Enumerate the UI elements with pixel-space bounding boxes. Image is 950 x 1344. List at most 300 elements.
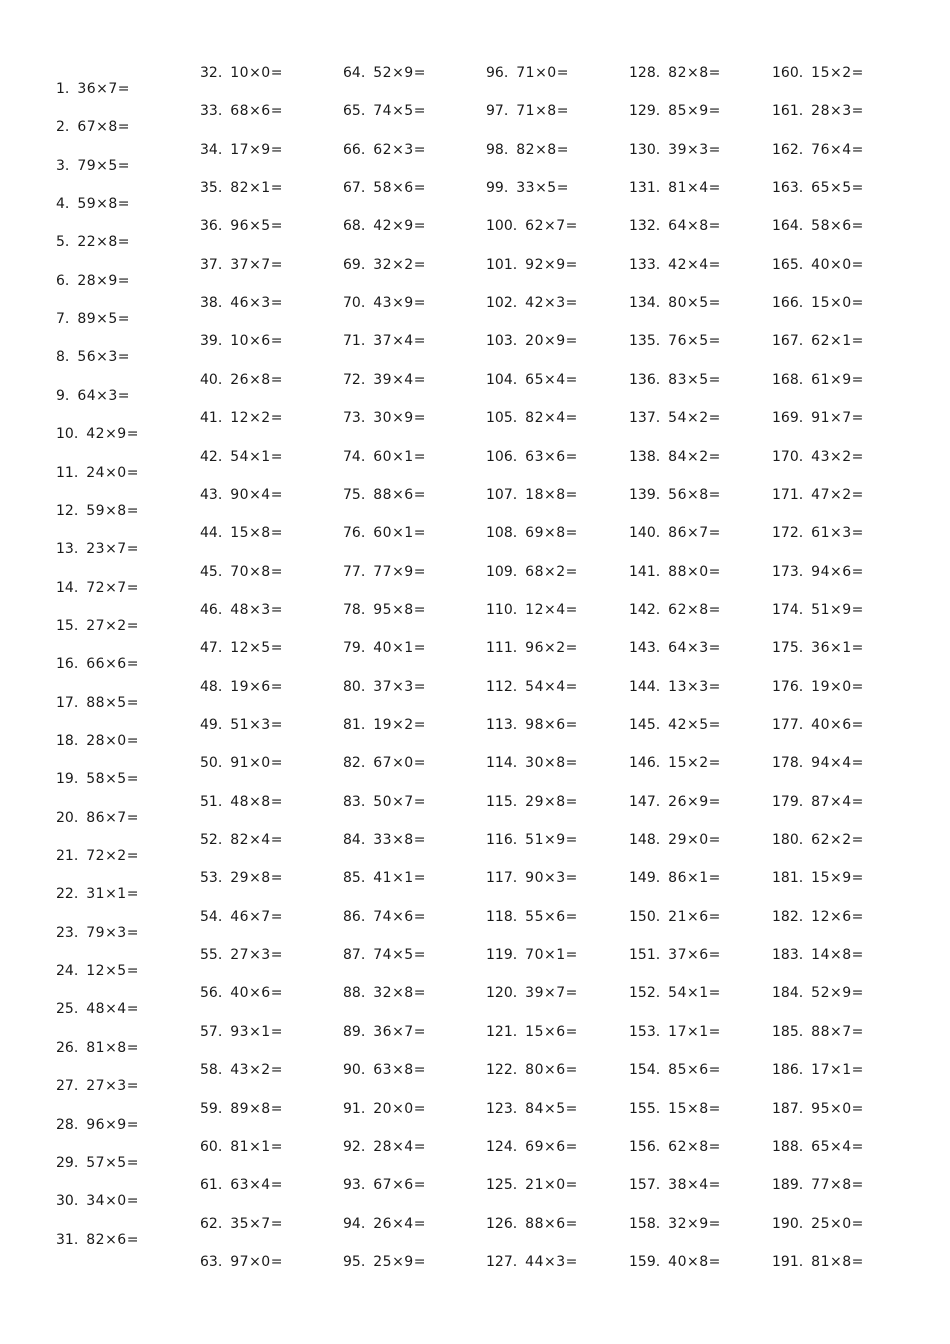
problem-item <box>343 447 488 467</box>
problem-item <box>486 983 631 1003</box>
problem-item <box>486 677 631 697</box>
problem-number: 136. <box>629 371 661 388</box>
problem-expression: 55×6= <box>525 908 578 925</box>
problem-number: 176. <box>772 678 804 695</box>
problem-item <box>56 999 201 1019</box>
problem-expression: 64×8= <box>668 218 721 235</box>
problem-expression: 13×3= <box>668 678 721 695</box>
problem-item <box>56 1115 201 1135</box>
problem-expression: 27×3= <box>86 1078 139 1095</box>
problem-expression: 63×6= <box>525 448 578 465</box>
problem-expression: 81×8= <box>811 1253 864 1270</box>
problem-item <box>486 293 631 313</box>
problem-item <box>200 638 345 658</box>
problem-expression: 66×6= <box>86 656 139 673</box>
problem-item <box>772 485 917 505</box>
problem-number: 170. <box>772 448 804 465</box>
problem-expression: 52×9= <box>373 65 426 81</box>
problem-number: 104. <box>486 371 518 388</box>
problem-expression: 56×8= <box>668 486 721 503</box>
problem-item <box>343 216 488 236</box>
problem-expression: 32×2= <box>373 256 426 273</box>
problem-item <box>486 1137 631 1157</box>
problem-item <box>343 907 488 927</box>
problem-expression: 62×1= <box>811 333 864 350</box>
problem-number: 17. <box>56 694 79 711</box>
problem-number: 111. <box>486 640 518 657</box>
problem-number: 179. <box>772 793 804 810</box>
problem-expression: 28×3= <box>811 103 864 120</box>
problem-expression: 21×0= <box>525 1177 578 1194</box>
problem-expression: 65×4= <box>811 1138 864 1155</box>
problem-number: 94. <box>343 1215 366 1232</box>
problem-item <box>486 63 631 83</box>
problem-number: 65. <box>343 103 366 120</box>
problem-expression: 65×4= <box>525 371 578 388</box>
problem-expression: 12×2= <box>230 410 283 427</box>
problem-item <box>200 408 345 428</box>
problem-number: 156. <box>629 1138 661 1155</box>
problem-number: 57. <box>200 1023 223 1040</box>
problem-item <box>772 216 917 236</box>
problem-item <box>200 255 345 275</box>
problem-number: 35. <box>200 180 223 197</box>
problem-expression: 32×8= <box>373 985 426 1002</box>
problem-expression: 43×2= <box>811 448 864 465</box>
problem-expression: 62×2= <box>811 832 864 848</box>
problem-item <box>486 792 631 812</box>
problem-item <box>629 753 774 773</box>
problem-number: 169. <box>772 410 804 427</box>
problem-number: 29. <box>56 1154 79 1171</box>
problem-number: 50. <box>200 755 223 772</box>
problem-item <box>629 331 774 351</box>
problem-expression: 28×4= <box>373 1138 426 1155</box>
problem-number: 11. <box>56 464 79 481</box>
problem-number: 76. <box>343 525 366 542</box>
problem-number: 64. <box>343 65 366 81</box>
problem-item <box>772 945 917 965</box>
problem-number: 172. <box>772 525 804 542</box>
problem-expression: 82×1= <box>230 180 283 197</box>
problem-expression: 79×3= <box>86 924 139 941</box>
problem-expression: 65×5= <box>811 180 864 197</box>
problem-number: 144. <box>629 678 661 695</box>
problem-number: 32. <box>200 65 223 81</box>
problem-expression: 90×3= <box>525 870 578 887</box>
problem-item <box>629 523 774 543</box>
problem-number: 68. <box>343 218 366 235</box>
problem-number: 54. <box>200 908 223 925</box>
problem-number: 71. <box>343 333 366 350</box>
problem-number: 1. <box>56 81 70 97</box>
problem-number: 2. <box>56 119 70 136</box>
problem-expression: 85×9= <box>668 103 721 120</box>
problem-number: 8. <box>56 349 70 366</box>
problem-item <box>772 408 917 428</box>
problem-number: 62. <box>200 1215 223 1232</box>
problem-number: 140. <box>629 525 661 542</box>
problem-item <box>56 731 201 751</box>
problem-expression: 25×9= <box>373 1253 426 1270</box>
problem-expression: 61×3= <box>811 525 864 542</box>
problem-expression: 15×9= <box>811 870 864 887</box>
problem-expression: 52×9= <box>811 985 864 1002</box>
problem-item <box>200 945 345 965</box>
problem-number: 27. <box>56 1078 79 1095</box>
problem-expression: 21×6= <box>668 908 721 925</box>
problem-expression: 64×3= <box>668 640 721 657</box>
problem-number: 165. <box>772 256 804 273</box>
problem-number: 79. <box>343 640 366 657</box>
problem-item <box>486 255 631 275</box>
problem-item <box>56 961 201 981</box>
problem-item <box>343 792 488 812</box>
problem-item <box>343 1099 488 1119</box>
problem-item <box>343 485 488 505</box>
problem-item <box>629 1060 774 1080</box>
problem-expression: 40×6= <box>811 717 864 733</box>
problem-expression: 93×1= <box>230 1023 283 1040</box>
problem-expression: 20×0= <box>373 1100 426 1117</box>
problem-item <box>343 255 488 275</box>
problem-expression: 10×0= <box>230 65 283 81</box>
problem-item <box>343 868 488 888</box>
problem-item <box>56 194 201 214</box>
problem-expression: 83×5= <box>668 371 721 388</box>
problem-expression: 92×9= <box>525 256 578 273</box>
problem-number: 19. <box>56 771 79 788</box>
problem-expression: 14×8= <box>811 947 864 964</box>
problem-item <box>772 677 917 697</box>
problem-number: 158. <box>629 1215 661 1232</box>
problem-item <box>200 1137 345 1157</box>
problem-expression: 17×9= <box>230 141 283 158</box>
problem-number: 130. <box>629 141 661 158</box>
problem-number: 168. <box>772 371 804 388</box>
problem-expression: 17×1= <box>668 1023 721 1040</box>
problem-item <box>343 523 488 543</box>
problem-item <box>200 715 345 735</box>
problem-number: 177. <box>772 717 804 733</box>
problem-number: 90. <box>343 1062 366 1079</box>
problem-item <box>486 562 631 582</box>
problem-item <box>772 715 917 735</box>
problem-expression: 62×3= <box>373 141 426 158</box>
problem-expression: 84×5= <box>525 1100 578 1117</box>
problem-number: 100. <box>486 218 518 235</box>
problem-item <box>629 485 774 505</box>
problem-number: 69. <box>343 256 366 273</box>
problem-item <box>200 600 345 620</box>
problem-number: 6. <box>56 272 70 289</box>
problem-item <box>772 562 917 582</box>
problem-item <box>56 1153 201 1173</box>
problem-expression: 58×5= <box>86 771 139 788</box>
problem-number: 180. <box>772 832 804 848</box>
problem-expression: 86×7= <box>86 809 139 826</box>
problem-item <box>56 156 201 176</box>
problem-number: 72. <box>343 371 366 388</box>
problem-number: 150. <box>629 908 661 925</box>
problem-item <box>772 983 917 1003</box>
problem-item <box>629 1175 774 1195</box>
problem-number: 39. <box>200 333 223 350</box>
problem-item <box>772 830 917 850</box>
problem-expression: 46×7= <box>230 908 283 925</box>
problem-expression: 15×2= <box>668 755 721 772</box>
problem-number: 101. <box>486 256 518 273</box>
problem-expression: 30×9= <box>373 410 426 427</box>
problem-expression: 97×0= <box>230 1253 283 1270</box>
problem-number: 23. <box>56 924 79 941</box>
problem-item <box>56 117 201 137</box>
problem-expression: 88×0= <box>668 563 721 580</box>
problem-item <box>772 523 917 543</box>
problem-number: 12. <box>56 502 79 519</box>
problem-item <box>772 1099 917 1119</box>
problem-expression: 68×6= <box>230 103 283 120</box>
problem-expression: 37×7= <box>230 256 283 273</box>
problem-expression: 82×8= <box>516 141 569 158</box>
problem-item <box>343 293 488 313</box>
problem-number: 124. <box>486 1138 518 1155</box>
problem-expression: 51×9= <box>525 832 578 848</box>
problem-expression: 22×8= <box>77 234 131 251</box>
problem-item <box>486 1060 631 1080</box>
problem-item <box>200 1060 345 1080</box>
problem-expression: 96×2= <box>525 640 578 657</box>
problem-number: 95. <box>343 1253 366 1270</box>
problem-expression: 23×7= <box>86 541 139 558</box>
problem-expression: 63×8= <box>373 1062 426 1079</box>
problem-number: 33. <box>200 103 223 120</box>
problem-expression: 81×1= <box>230 1138 283 1155</box>
problem-number: 113. <box>486 717 518 733</box>
problem-number: 99. <box>486 180 509 197</box>
problem-expression: 40×8= <box>668 1253 721 1270</box>
problem-expression: 74×5= <box>373 947 426 964</box>
problem-item <box>486 715 631 735</box>
problem-expression: 59×8= <box>86 502 139 519</box>
problem-expression: 27×3= <box>230 947 283 964</box>
problem-number: 9. <box>56 387 70 404</box>
problem-number: 52. <box>200 832 223 848</box>
problem-item <box>56 769 201 789</box>
problem-number: 152. <box>629 985 661 1002</box>
problem-item <box>56 693 201 713</box>
problem-item <box>200 101 345 121</box>
problem-expression: 18×8= <box>525 486 578 503</box>
problem-number: 185. <box>772 1023 804 1040</box>
problem-expression: 62×8= <box>668 601 721 618</box>
problem-expression: 89×8= <box>230 1100 283 1117</box>
problem-number: 55. <box>200 947 223 964</box>
problem-expression: 95×0= <box>811 1100 864 1117</box>
problem-item <box>486 830 631 850</box>
problem-item <box>56 79 201 99</box>
problem-number: 116. <box>486 832 518 848</box>
problem-expression: 40×1= <box>373 640 426 657</box>
problem-number: 86. <box>343 908 366 925</box>
problem-expression: 82×8= <box>668 65 721 81</box>
problem-item <box>200 523 345 543</box>
problem-expression: 42×9= <box>86 426 139 443</box>
problem-number: 53. <box>200 870 223 887</box>
problem-number: 153. <box>629 1023 661 1040</box>
problem-expression: 30×8= <box>525 755 578 772</box>
problem-expression: 81×4= <box>668 180 721 197</box>
problem-expression: 40×6= <box>230 985 283 1002</box>
problem-number: 167. <box>772 333 804 350</box>
problem-expression: 70×8= <box>230 563 283 580</box>
problem-item <box>200 485 345 505</box>
problem-number: 127. <box>486 1253 518 1270</box>
problem-number: 89. <box>343 1023 366 1040</box>
problem-item <box>629 677 774 697</box>
problem-number: 109. <box>486 563 518 580</box>
problem-number: 163. <box>772 180 804 197</box>
problem-item <box>772 331 917 351</box>
problem-expression: 12×4= <box>525 601 578 618</box>
problem-expression: 56×3= <box>77 349 131 366</box>
problem-expression: 37×4= <box>373 333 426 350</box>
problem-number: 40. <box>200 371 223 388</box>
problem-expression: 51×9= <box>811 601 864 618</box>
problem-number: 56. <box>200 985 223 1002</box>
problem-expression: 86×7= <box>668 525 721 542</box>
problem-number: 26. <box>56 1039 79 1056</box>
problem-item <box>772 792 917 812</box>
problem-number: 126. <box>486 1215 518 1232</box>
problem-number: 87. <box>343 947 366 964</box>
problem-item <box>56 1038 201 1058</box>
problem-item <box>772 255 917 275</box>
problem-item <box>629 216 774 236</box>
problem-expression: 74×6= <box>373 908 426 925</box>
problem-item <box>200 1214 345 1234</box>
problem-expression: 67×0= <box>373 755 426 772</box>
problem-item <box>200 753 345 773</box>
problem-number: 186. <box>772 1062 804 1079</box>
problem-item <box>56 923 201 943</box>
problem-item <box>343 677 488 697</box>
problem-number: 59. <box>200 1100 223 1117</box>
problem-expression: 84×2= <box>668 448 721 465</box>
problem-expression: 87×4= <box>811 793 864 810</box>
problem-expression: 62×8= <box>668 1138 721 1155</box>
problem-number: 160. <box>772 65 804 81</box>
problem-number: 30. <box>56 1193 79 1210</box>
problem-number: 134. <box>629 295 661 312</box>
problem-expression: 40×0= <box>811 256 864 273</box>
problem-expression: 91×7= <box>811 410 864 427</box>
problem-expression: 15×8= <box>230 525 283 542</box>
problem-item <box>343 562 488 582</box>
problem-expression: 42×5= <box>668 717 721 733</box>
problem-number: 151. <box>629 947 661 964</box>
problem-number: 82. <box>343 755 366 772</box>
problem-number: 63. <box>200 1253 223 1270</box>
problem-item <box>56 884 201 904</box>
problem-expression: 20×9= <box>525 333 578 350</box>
problem-expression: 72×7= <box>86 579 139 596</box>
problem-item <box>486 1214 631 1234</box>
problem-item <box>56 1076 201 1096</box>
problem-item <box>629 562 774 582</box>
problem-item <box>486 140 631 160</box>
problem-number: 171. <box>772 486 804 503</box>
problem-number: 138. <box>629 448 661 465</box>
problem-number: 121. <box>486 1023 518 1040</box>
problem-expression: 29×0= <box>668 832 721 848</box>
problem-number: 188. <box>772 1138 804 1155</box>
problem-number: 46. <box>200 601 223 618</box>
problem-item <box>629 830 774 850</box>
problem-expression: 72×2= <box>86 848 139 864</box>
problem-number: 137. <box>629 410 661 427</box>
problem-item <box>56 539 201 559</box>
problem-number: 157. <box>629 1177 661 1194</box>
problem-item <box>486 945 631 965</box>
problem-number: 155. <box>629 1100 661 1117</box>
problem-number: 103. <box>486 333 518 350</box>
problem-item <box>343 1022 488 1042</box>
problem-item <box>56 846 201 866</box>
problem-number: 120. <box>486 985 518 1002</box>
problem-number: 51. <box>200 793 223 810</box>
problem-number: 182. <box>772 908 804 925</box>
problem-number: 118. <box>486 908 518 925</box>
problem-expression: 26×4= <box>373 1215 426 1232</box>
problem-number: 190. <box>772 1215 804 1232</box>
problem-expression: 37×6= <box>668 947 721 964</box>
problem-item <box>629 600 774 620</box>
problem-expression: 88×7= <box>811 1023 864 1040</box>
problem-expression: 10×6= <box>230 333 283 350</box>
problem-item <box>200 140 345 160</box>
problem-number: 166. <box>772 295 804 312</box>
problem-item <box>486 523 631 543</box>
problem-item <box>200 562 345 582</box>
problem-expression: 50×7= <box>373 793 426 810</box>
problem-expression: 42×4= <box>668 256 721 273</box>
problem-item <box>629 868 774 888</box>
problem-item <box>772 907 917 927</box>
problem-expression: 31×1= <box>86 886 139 903</box>
problem-item <box>486 178 631 198</box>
problem-number: 61. <box>200 1177 223 1194</box>
problem-expression: 33×8= <box>373 832 426 848</box>
problem-expression: 41×1= <box>373 870 426 887</box>
problem-expression: 58×6= <box>811 218 864 235</box>
problem-item <box>343 408 488 428</box>
problem-item <box>772 1175 917 1195</box>
problem-item <box>629 1137 774 1157</box>
problem-number: 181. <box>772 870 804 887</box>
problem-number: 122. <box>486 1062 518 1079</box>
problem-item <box>772 868 917 888</box>
problem-number: 164. <box>772 218 804 235</box>
problem-item <box>629 1099 774 1119</box>
problem-number: 25. <box>56 1001 79 1018</box>
problem-expression: 39×3= <box>668 141 721 158</box>
problem-item <box>200 63 345 83</box>
problem-item <box>629 255 774 275</box>
problem-item <box>200 1099 345 1119</box>
problem-expression: 39×7= <box>525 985 578 1002</box>
problem-number: 10. <box>56 426 79 443</box>
